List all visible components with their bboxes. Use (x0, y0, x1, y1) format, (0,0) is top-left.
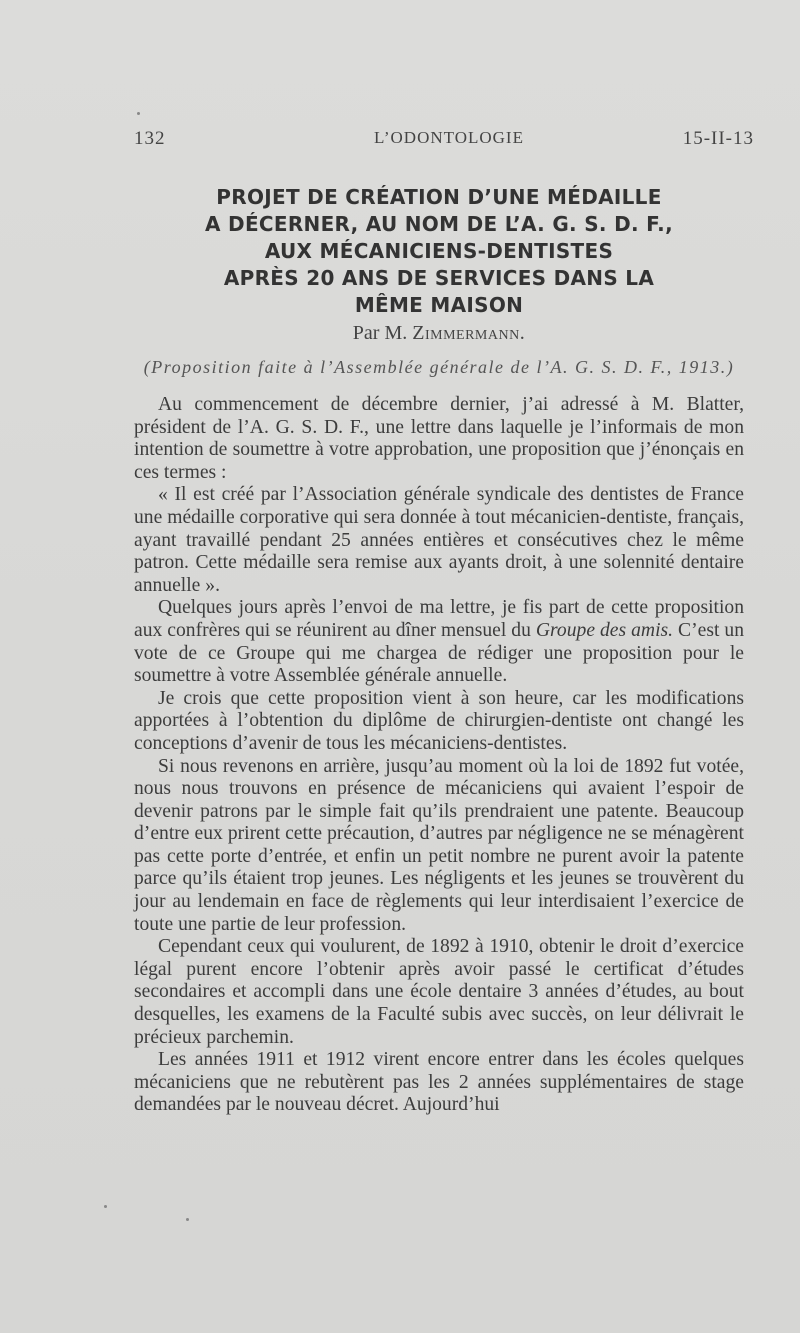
author-line (134, 322, 744, 345)
author-name: Zimmermann. (412, 322, 526, 344)
paragraph: Les années 1911 et 1912 virent encore entrer dans les écoles quelques mécaniciens que ne rebutèrent pas les 2 années supplémentaires de stage demandées par le nouveau décret. Aujourd’hui (134, 1049, 744, 1116)
group-name: Groupe des amis. (535, 619, 674, 641)
journal-title: L’ODONTOLOGIE (374, 128, 524, 147)
author-prefix: Par M. (352, 322, 408, 344)
paragraph: Je crois que cette proposition vient à son heure, car les modifications apportées à l’obtention du diplôme de chirurgien-dentiste ont changé les conceptions d’avenir de tous les mécaniciens-dentistes. (134, 687, 744, 754)
title-line: AUX MÉCANICIENS-DENTISTES (264, 239, 614, 263)
paragraph-text: Quelques jours après l’envoi de ma lettre, je fis part de cette proposition aux confrères qui se réunirent au dîner mensuel du (134, 597, 744, 641)
page-number: 132 (134, 128, 166, 149)
title-line: PROJET DE CRÉATION D’UNE MÉDAILLE (216, 185, 662, 209)
title-line: MÊME MAISON (354, 293, 524, 317)
paragraph: Au commencement de décembre dernier, j’ai adressé à M. Blatter, président de l’A. G. S. D. F., une lettre dans laquelle je l’informais de mon intention de soumettre à votre approbation, une proposition que j’énonçais en ces termes : (134, 394, 744, 483)
article-body (134, 394, 744, 1117)
paragraph-text: C’est un vote de ce Groupe qui me chargea de rédiger une proposition pour le soumettre à votre Assemblée générale annuelle. (134, 619, 744, 687)
paragraph (134, 597, 744, 687)
title-line: A DÉCERNER, AU NOM DE L’A. G. S. D. F., (205, 212, 673, 236)
article-title (134, 184, 744, 319)
paper-speck (186, 1218, 189, 1221)
paragraph: Si nous revenons en arrière, jusqu’au moment où la loi de 1892 fut votée, nous nous trouvons en présence de mécaniciens qui avaient l’espoir de devenir patrons par le simple fait qu’ils prendraient une patente. Beaucoup d’entre eux prirent cette précaution, d’autres par négligence ne se ménagèrent pas cette porte d’entrée, et enfin un petit nombre ne purent avoir la patente parce qu’ils étaient trop jeunes. Les négligents et les jeunes se trouvèrent du jour au lendemain en face de règlements qui leur interdisaient l’exercice de toute une partie de leur profession. (134, 755, 744, 935)
paragraph: Cependant ceux qui voulurent, de 1892 à 1910, obtenir le droit d’exercice légal purent encore l’obtenir après avoir passé le certificat d’études secondaires et accompli dans une école dentaire 3 années d’études, au bout desquelles, les examens de la Faculté subis avec succès, on leur délivrait le précieux parchemin. (134, 936, 744, 1048)
article-subtitle: (Proposition faite à l’Assemblée générale de l’A. G. S. D. F., 1913.) (143, 357, 735, 377)
running-head (134, 128, 764, 150)
paragraph: « Il est créé par l’Association générale syndicale des dentistes de France une médaille corporative qui sera donnée à tout mécanicien-dentiste, français, ayant travaillé pendant 25 années entières et consécutives chez le même patron. Cette médaille sera remise aux ayants droit, à une solennité dentaire annuelle ». (134, 484, 744, 596)
paper-speck (104, 1205, 107, 1208)
title-line: APRÈS 20 ANS DE SERVICES DANS LA (223, 266, 655, 290)
paper-speck (137, 112, 140, 115)
issue-date: 15-II-13 (682, 128, 754, 149)
